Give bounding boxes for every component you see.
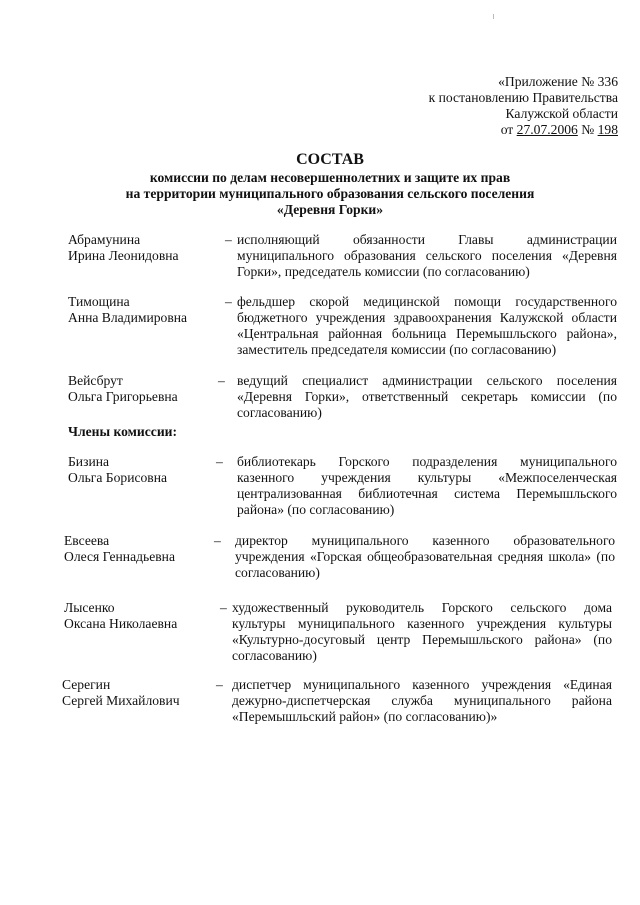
member-surname: Вейсбрут	[68, 373, 123, 388]
member-description: ведущий специалист администрации сельского поселения «Деревня Горки», ответственный секретарь комиссии (по согласованию)	[237, 373, 617, 420]
member-surname: Абрамунина	[68, 232, 141, 247]
member-surname: Лысенко	[64, 600, 115, 615]
member-description: исполняющий обязанности Главы администрации муниципального образования сельского поселения «Деревня Горки», председатель комиссии (по согласованию)	[237, 232, 617, 279]
member-given-name: Ирина Леонидовна	[68, 248, 179, 263]
member-description: директор муниципального казенного образовательного учреждения «Горская общеобразовательная средняя школа» (по согласованию)	[235, 533, 615, 580]
appendix-line-2: к постановлению Правительства	[428, 90, 618, 105]
appendix-date-prefix: от	[500, 122, 517, 137]
entry-dash: –	[216, 454, 223, 469]
member-surname: Евсеева	[64, 533, 110, 548]
member-given-name: Ольга Григорьевна	[68, 389, 178, 404]
member-given-name: Анна Владимировна	[68, 310, 188, 325]
member-surname: Серегин	[62, 677, 111, 692]
member-description: библиотекарь Горского подразделения муниципального казенного учреждения культуры «Межпоселенческая централизованная библиотечная система Перемышльского района» (по согласованию)	[237, 454, 617, 517]
member-given-name: Олеся Геннадьевна	[64, 549, 175, 564]
member-surname: Тимощина	[68, 294, 130, 309]
appendix-line-4	[318, 122, 618, 138]
entry-dash: –	[216, 677, 223, 692]
document-title	[0, 150, 640, 218]
appendix-line-1: «Приложение № 336	[498, 74, 618, 89]
title-subtitle	[0, 170, 640, 218]
members-heading: Члены комиссии:	[68, 424, 178, 439]
appendix-line-3: Калужской области	[505, 106, 618, 121]
scan-mark	[493, 14, 494, 19]
entry-dash: –	[214, 533, 221, 548]
title-line-2: на территории муниципального образования сельского поселения	[125, 186, 535, 201]
appendix-number: 198	[597, 122, 618, 137]
entry-dash: –	[220, 600, 227, 615]
title-line-1: комиссии по делам несовершеннолетних и защите их прав	[149, 170, 511, 185]
member-description: фельдшер скорой медицинской помощи государственного бюджетного учреждения здравоохранения Калужской области «Центральная районная больница Перемышльского района», заместитель председателя комиссии (по согласованию)	[237, 294, 617, 357]
member-surname: Бизина	[68, 454, 110, 469]
title-main: СОСТАВ	[296, 151, 364, 168]
appendix-date: 27.07.2006	[516, 122, 578, 137]
member-given-name: Сергей Михайлович	[62, 693, 180, 708]
member-description: диспетчер муниципального казенного учреждения «Единая дежурно-диспетчерская служба муниципального района «Перемышльский район» (по согласованию)»	[232, 677, 612, 724]
entry-dash: –	[225, 232, 232, 247]
member-given-name: Оксана Николаевна	[64, 616, 178, 631]
appendix-header	[318, 74, 618, 138]
appendix-number-sign: №	[577, 122, 598, 137]
member-given-name: Ольга Борисовна	[68, 470, 168, 485]
title-line-3: «Деревня Горки»	[276, 202, 384, 217]
entry-dash: –	[218, 373, 225, 388]
member-description: художественный руководитель Горского сельского дома культуры муниципального казенного учреждения культуры «Культурно-досуговый центр Перемышльского района» (по согласованию)	[232, 600, 612, 663]
entry-dash: –	[225, 294, 232, 309]
